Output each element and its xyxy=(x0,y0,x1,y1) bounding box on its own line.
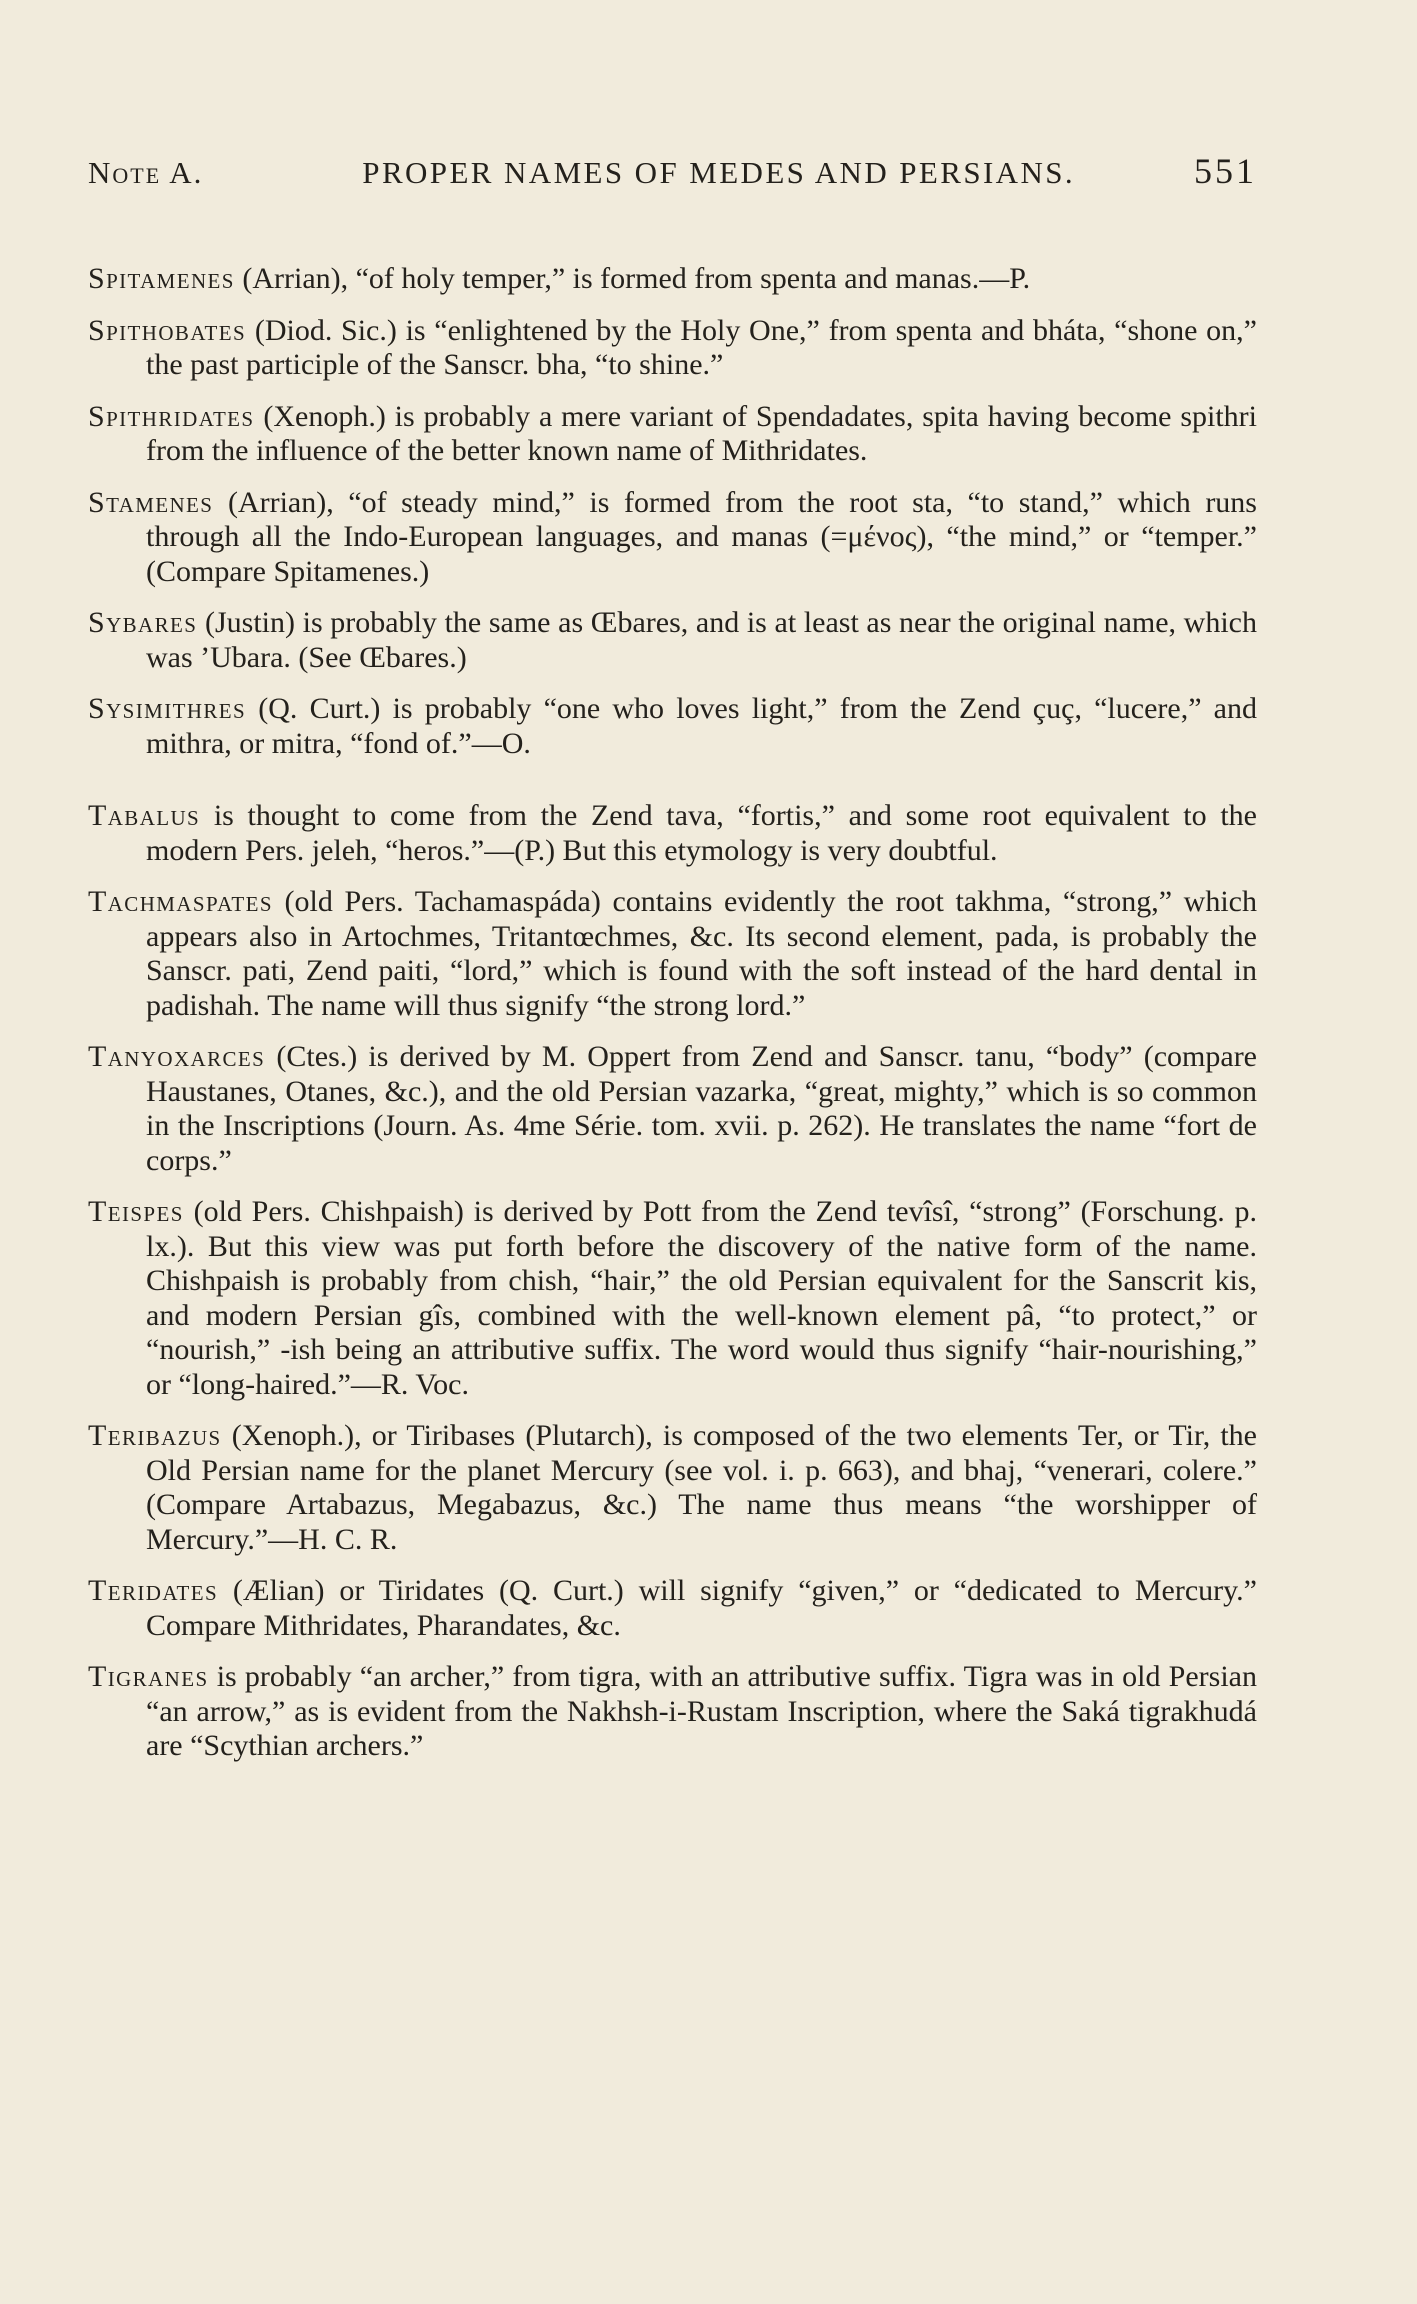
entry-headword: Spitamenes xyxy=(88,262,235,295)
page-title: PROPER NAMES OF MEDES AND PERSIANS. xyxy=(362,155,1076,190)
entry-text: (Ælian) or Tiridates (Q. Curt.) will signify “given,” or “dedicated to Mercury.” Compare Mithridates, Pharandates, &c. xyxy=(146,1574,1257,1642)
entry-text: (Ctes.) is derived by M. Oppert from Zend and Sanscr. tanu, “body” (compare Haustanes, Otanes, &c.), and the old Persian vazarka, “great, mighty,” which is so common in the Inscriptions (Journ. As. 4me Série. tom. xvii. p. 262). He translates the name “fort de corps.” xyxy=(146,1040,1257,1177)
note-label: Note A. xyxy=(88,155,204,190)
entry-text: (Xenoph.) is probably a mere variant of Spendadates, spita having become spithri from the influence of the better known name of Mithridates. xyxy=(146,399,1257,467)
entry-text: (Justin) is probably the same as Œbares, and is at least as near the original name, which was ’Ubara. (See Œbares.) xyxy=(146,606,1257,674)
entry-headword: Tabalus xyxy=(88,799,201,832)
entry-headword: Sysimithres xyxy=(88,692,247,725)
entry-headword: Stamenes xyxy=(88,485,214,519)
entry-headword: Tachmaspates xyxy=(88,885,273,918)
entry-spithobates xyxy=(88,314,1257,383)
entry-text: is thought to come from the Zend tava, “fortis,” and some root equivalent to the modern Pers. jeleh, “heros.”—(P.) But this etymology is very doubtful. xyxy=(146,799,1257,867)
entry-headword: Teridates xyxy=(88,1574,219,1607)
entry-headword: Teribazus xyxy=(88,1419,222,1452)
entry-text: (Arrian), “of holy temper,” is formed from spenta and manas.—P. xyxy=(234,262,1031,295)
entry-tanyoxarces xyxy=(88,1040,1257,1178)
running-header xyxy=(88,150,1257,192)
page-number: 551 xyxy=(1194,151,1257,191)
entry-headword: Sybares xyxy=(88,606,198,639)
entry-stamenes xyxy=(88,486,1257,590)
entry-headword: Teispes xyxy=(88,1195,184,1228)
entry-tigranes xyxy=(88,1660,1257,1764)
entry-headword: Tigranes xyxy=(88,1660,209,1693)
entry-text: is probably “an archer,” from tigra, with an attributive suffix. Tigra was in old Persian “an arrow,” as is evident from the Nakhsh-i-Rustam Inscription, where the Saká tigrakhudá are “Scythian archers.” xyxy=(146,1660,1257,1762)
entry-text: (Q. Curt.) is probably “one who loves light,” from the Zend çuç, “lucere,” and mithra, or mitra, “fond of.”—O. xyxy=(146,692,1257,760)
entry-teribazus xyxy=(88,1419,1257,1557)
entry-text: (Xenoph.), or Tiribases (Plutarch), is composed of the two elements Ter, or Tir, the Old Persian name for the planet Mercury (see vol. i. p. 663), and bhaj, “venerari, colere.” (Compare Artabazus, Megabazus, &c.) The name thus means “the worshipper of Mercury.”—H. C. R. xyxy=(146,1419,1257,1556)
entry-tabalus xyxy=(88,799,1257,868)
entry-text: (old Pers. Chishpaish) is derived by Pott from the Zend tevîsî, “strong” (Forschung. p. lx.). But this view was put forth before the discovery of the native form of the name. Chishpaish is probably from chish, “hair,” the old Persian equivalent for the Sanscrit kis, and modern Persian gîs, combined with the well-known element pâ, “to protect,” or “nourish,” -ish being an attributive suffix. The word would thus signify “hair-nourishing,” or “long-haired.”—R. Voc. xyxy=(146,1195,1257,1401)
entry-spitamenes xyxy=(88,262,1257,297)
entry-text: (old Pers. Tachamaspáda) contains evidently the root takhma, “strong,” which appears also in Artochmes, Tritantœchmes, &c. Its second element, pada, is probably the Sanscr. pati, Zend paiti, “lord,” which is found with the soft instead of the hard dental in padishah. The name will thus signify “the strong lord.” xyxy=(146,885,1257,1022)
entry-sysimithres xyxy=(88,692,1257,761)
entry-tachmaspates xyxy=(88,885,1257,1023)
entry-text: (Diod. Sic.) is “enlightened by the Holy One,” from spenta and bháta, “shone on,” the past participle of the Sanscr. bha, “to shine.” xyxy=(146,313,1257,381)
entry-teispes xyxy=(88,1195,1257,1402)
entry-text: (Arrian), “of steady mind,” is formed from the root sta, “to stand,” which runs through all the Indo-European languages, and manas (=μένος), “the mind,” or “temper.” (Compare Spitamenes.) xyxy=(146,485,1257,588)
entry-spithridates xyxy=(88,400,1257,469)
entry-sybares xyxy=(88,606,1257,675)
entry-headword: Tanyoxarces xyxy=(88,1040,266,1073)
entry-headword: Spithridates xyxy=(88,399,255,433)
entry-headword: Spithobates xyxy=(88,313,247,347)
entry-teridates xyxy=(88,1574,1257,1643)
